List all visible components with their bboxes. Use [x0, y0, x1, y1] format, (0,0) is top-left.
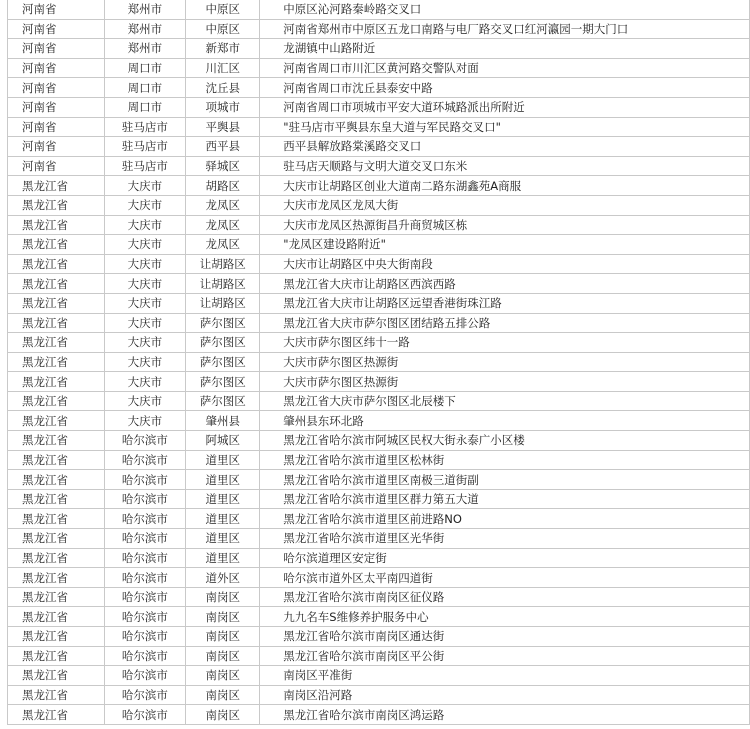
city-cell: 哈尔滨市: [104, 450, 186, 470]
province-cell: 黑龙江省: [8, 489, 105, 509]
address-cell: 肇州县东环北路: [260, 411, 750, 431]
city-cell: 周口市: [104, 97, 186, 117]
city-cell: 哈尔滨市: [104, 489, 186, 509]
table-row: [8, 470, 750, 490]
province-cell: 黑龙江省: [8, 254, 105, 274]
table-row: [8, 548, 750, 568]
province-cell: 黑龙江省: [8, 685, 105, 705]
city-cell: 周口市: [104, 78, 186, 98]
district-cell: 萨尔图区: [186, 313, 260, 333]
district-cell: 道里区: [186, 509, 260, 529]
district-cell: 道里区: [186, 489, 260, 509]
table-row: [8, 0, 750, 19]
table-row: [8, 489, 750, 509]
province-cell: 黑龙江省: [8, 215, 105, 235]
city-cell: 哈尔滨市: [104, 607, 186, 627]
table-row: [8, 19, 750, 39]
city-cell: 驻马店市: [104, 156, 186, 176]
district-cell: 萨尔图区: [186, 333, 260, 353]
city-cell: 大庆市: [104, 372, 186, 392]
city-cell: 大庆市: [104, 274, 186, 294]
city-cell: 哈尔滨市: [104, 568, 186, 588]
address-cell: 黑龙江省哈尔滨市道里区光华街: [260, 529, 750, 549]
district-cell: 胡路区: [186, 176, 260, 196]
district-cell: 让胡路区: [186, 293, 260, 313]
table-row: [8, 705, 750, 725]
address-cell: 黑龙江省哈尔滨市道里区松林街: [260, 450, 750, 470]
district-cell: 川汇区: [186, 58, 260, 78]
district-cell: 项城市: [186, 97, 260, 117]
address-table: [7, 0, 750, 725]
address-cell: 黑龙江省大庆市让胡路区西滨西路: [260, 274, 750, 294]
address-cell: 河南省周口市项城市平安大道环城路派出所附近: [260, 97, 750, 117]
city-cell: 哈尔滨市: [104, 470, 186, 490]
province-cell: 河南省: [8, 78, 105, 98]
table-row: [8, 195, 750, 215]
city-cell: 驻马店市: [104, 117, 186, 137]
province-cell: 河南省: [8, 0, 105, 19]
address-cell: 西平县解放路棠溪路交叉口: [260, 137, 750, 157]
address-cell: 大庆市让胡路区中央大街南段: [260, 254, 750, 274]
address-cell: 黑龙江省哈尔滨市南岗区征仪路: [260, 587, 750, 607]
city-cell: 大庆市: [104, 313, 186, 333]
city-cell: 大庆市: [104, 235, 186, 255]
district-cell: 萨尔图区: [186, 391, 260, 411]
province-cell: 黑龙江省: [8, 470, 105, 490]
table-row: [8, 39, 750, 59]
province-cell: 河南省: [8, 156, 105, 176]
address-cell: 南岗区平准街: [260, 666, 750, 686]
table-row: [8, 78, 750, 98]
province-cell: 黑龙江省: [8, 627, 105, 647]
province-cell: 黑龙江省: [8, 235, 105, 255]
district-cell: 阿城区: [186, 431, 260, 451]
province-cell: 黑龙江省: [8, 391, 105, 411]
district-cell: 南岗区: [186, 646, 260, 666]
city-cell: 大庆市: [104, 411, 186, 431]
district-cell: 南岗区: [186, 705, 260, 725]
table-row: [8, 529, 750, 549]
district-cell: 道里区: [186, 548, 260, 568]
address-cell: 南岗区沿河路: [260, 685, 750, 705]
city-cell: 驻马店市: [104, 137, 186, 157]
address-cell: 中原区沁河路秦岭路交叉口: [260, 0, 750, 19]
province-cell: 黑龙江省: [8, 274, 105, 294]
district-cell: 道里区: [186, 450, 260, 470]
table-row: [8, 509, 750, 529]
city-cell: 哈尔滨市: [104, 529, 186, 549]
district-cell: 南岗区: [186, 587, 260, 607]
table-row: [8, 372, 750, 392]
province-cell: 黑龙江省: [8, 568, 105, 588]
address-cell: 大庆市萨尔图区热源街: [260, 372, 750, 392]
province-cell: 黑龙江省: [8, 333, 105, 353]
city-cell: 大庆市: [104, 391, 186, 411]
address-cell: 大庆市让胡路区创业大道南二路东湖鑫苑A商服: [260, 176, 750, 196]
city-cell: 大庆市: [104, 215, 186, 235]
table-row: [8, 215, 750, 235]
district-cell: 龙凤区: [186, 215, 260, 235]
table-row: [8, 333, 750, 353]
table-row: [8, 58, 750, 78]
district-cell: 萨尔图区: [186, 372, 260, 392]
address-cell: "驻马店市平舆县东皇大道与军民路交叉口": [260, 117, 750, 137]
address-cell: 大庆市龙凤区热源街昌升商贸城区栋: [260, 215, 750, 235]
table-row: [8, 156, 750, 176]
address-cell: 九九名车S维修养护服务中心: [260, 607, 750, 627]
district-cell: 沈丘县: [186, 78, 260, 98]
city-cell: 大庆市: [104, 176, 186, 196]
province-cell: 黑龙江省: [8, 450, 105, 470]
address-cell: 河南省郑州市中原区五龙口南路与电厂路交叉口红河瀛园一期大门口: [260, 19, 750, 39]
district-cell: 南岗区: [186, 627, 260, 647]
province-cell: 黑龙江省: [8, 587, 105, 607]
city-cell: 郑州市: [104, 0, 186, 19]
province-cell: 河南省: [8, 58, 105, 78]
address-cell: 黑龙江省哈尔滨市南岗区通达街: [260, 627, 750, 647]
table-row: [8, 274, 750, 294]
district-cell: 龙凤区: [186, 235, 260, 255]
district-cell: 西平县: [186, 137, 260, 157]
province-cell: 河南省: [8, 137, 105, 157]
district-cell: 让胡路区: [186, 254, 260, 274]
table-row: [8, 176, 750, 196]
province-cell: 黑龙江省: [8, 176, 105, 196]
district-cell: 新郑市: [186, 39, 260, 59]
district-cell: 南岗区: [186, 607, 260, 627]
address-cell: 黑龙江省哈尔滨市道里区南极三道街副: [260, 470, 750, 490]
address-cell: 哈尔滨市道外区太平南四道街: [260, 568, 750, 588]
province-cell: 黑龙江省: [8, 195, 105, 215]
province-cell: 黑龙江省: [8, 705, 105, 725]
address-cell: 黑龙江省哈尔滨市南岗区鸿运路: [260, 705, 750, 725]
city-cell: 大庆市: [104, 333, 186, 353]
city-cell: 哈尔滨市: [104, 509, 186, 529]
city-cell: 大庆市: [104, 352, 186, 372]
district-cell: 萨尔图区: [186, 352, 260, 372]
address-cell: 黑龙江省大庆市让胡路区远望香港街珠江路: [260, 293, 750, 313]
province-cell: 黑龙江省: [8, 431, 105, 451]
district-cell: 平舆县: [186, 117, 260, 137]
table-row: [8, 293, 750, 313]
province-cell: 河南省: [8, 39, 105, 59]
table-row: [8, 235, 750, 255]
address-cell: 黑龙江省大庆市萨尔图区北辰楼下: [260, 391, 750, 411]
city-cell: 哈尔滨市: [104, 685, 186, 705]
province-cell: 河南省: [8, 19, 105, 39]
city-cell: 哈尔滨市: [104, 666, 186, 686]
province-cell: 河南省: [8, 97, 105, 117]
address-cell: 黑龙江省哈尔滨市道里区群力第五大道: [260, 489, 750, 509]
city-cell: 大庆市: [104, 195, 186, 215]
table-row: [8, 313, 750, 333]
district-cell: 中原区: [186, 0, 260, 19]
city-cell: 郑州市: [104, 19, 186, 39]
province-cell: 黑龙江省: [8, 293, 105, 313]
address-cell: 黑龙江省哈尔滨市道里区前进路NO: [260, 509, 750, 529]
province-cell: 黑龙江省: [8, 313, 105, 333]
address-cell: 黑龙江省哈尔滨市阿城区民权大街永泰广小区楼: [260, 431, 750, 451]
province-cell: 黑龙江省: [8, 509, 105, 529]
address-cell: 哈尔滨道理区安定街: [260, 548, 750, 568]
city-cell: 郑州市: [104, 39, 186, 59]
table-row: [8, 666, 750, 686]
district-cell: 驿城区: [186, 156, 260, 176]
province-cell: 黑龙江省: [8, 411, 105, 431]
district-cell: 肇州县: [186, 411, 260, 431]
district-cell: 中原区: [186, 19, 260, 39]
table-row: [8, 450, 750, 470]
table-row: [8, 607, 750, 627]
district-cell: 让胡路区: [186, 274, 260, 294]
district-cell: 南岗区: [186, 685, 260, 705]
table-row: [8, 568, 750, 588]
table-row: [8, 587, 750, 607]
city-cell: 大庆市: [104, 293, 186, 313]
table-row: [8, 254, 750, 274]
province-cell: 黑龙江省: [8, 529, 105, 549]
district-cell: 道外区: [186, 568, 260, 588]
table-row: [8, 431, 750, 451]
address-table-body: [8, 0, 750, 724]
city-cell: 大庆市: [104, 254, 186, 274]
address-cell: 大庆市萨尔图区纬十一路: [260, 333, 750, 353]
district-cell: 南岗区: [186, 666, 260, 686]
address-cell: 龙湖镇中山路附近: [260, 39, 750, 59]
table-row: [8, 352, 750, 372]
table-row: [8, 646, 750, 666]
address-cell: 黑龙江省大庆市萨尔图区团结路五排公路: [260, 313, 750, 333]
city-cell: 周口市: [104, 58, 186, 78]
province-cell: 黑龙江省: [8, 607, 105, 627]
province-cell: 黑龙江省: [8, 372, 105, 392]
address-cell: 驻马店天顺路与文明大道交叉口东米: [260, 156, 750, 176]
city-cell: 哈尔滨市: [104, 587, 186, 607]
city-cell: 哈尔滨市: [104, 705, 186, 725]
province-cell: 黑龙江省: [8, 646, 105, 666]
address-cell: 河南省周口市川汇区黄河路交警队对面: [260, 58, 750, 78]
province-cell: 黑龙江省: [8, 666, 105, 686]
table-row: [8, 97, 750, 117]
city-cell: 哈尔滨市: [104, 548, 186, 568]
address-cell: 大庆市龙凤区龙凤大街: [260, 195, 750, 215]
table-row: [8, 137, 750, 157]
table-row: [8, 411, 750, 431]
address-cell: 河南省周口市沈丘县泰安中路: [260, 78, 750, 98]
address-cell: 大庆市萨尔图区热源街: [260, 352, 750, 372]
city-cell: 哈尔滨市: [104, 646, 186, 666]
city-cell: 哈尔滨市: [104, 431, 186, 451]
district-cell: 道里区: [186, 470, 260, 490]
table-row: [8, 627, 750, 647]
district-cell: 道里区: [186, 529, 260, 549]
district-cell: 龙凤区: [186, 195, 260, 215]
address-cell: "龙凤区建设路附近": [260, 235, 750, 255]
city-cell: 哈尔滨市: [104, 627, 186, 647]
address-cell: 黑龙江省哈尔滨市南岗区平公街: [260, 646, 750, 666]
province-cell: 黑龙江省: [8, 548, 105, 568]
table-row: [8, 117, 750, 137]
province-cell: 河南省: [8, 117, 105, 137]
province-cell: 黑龙江省: [8, 352, 105, 372]
table-row: [8, 685, 750, 705]
table-row: [8, 391, 750, 411]
